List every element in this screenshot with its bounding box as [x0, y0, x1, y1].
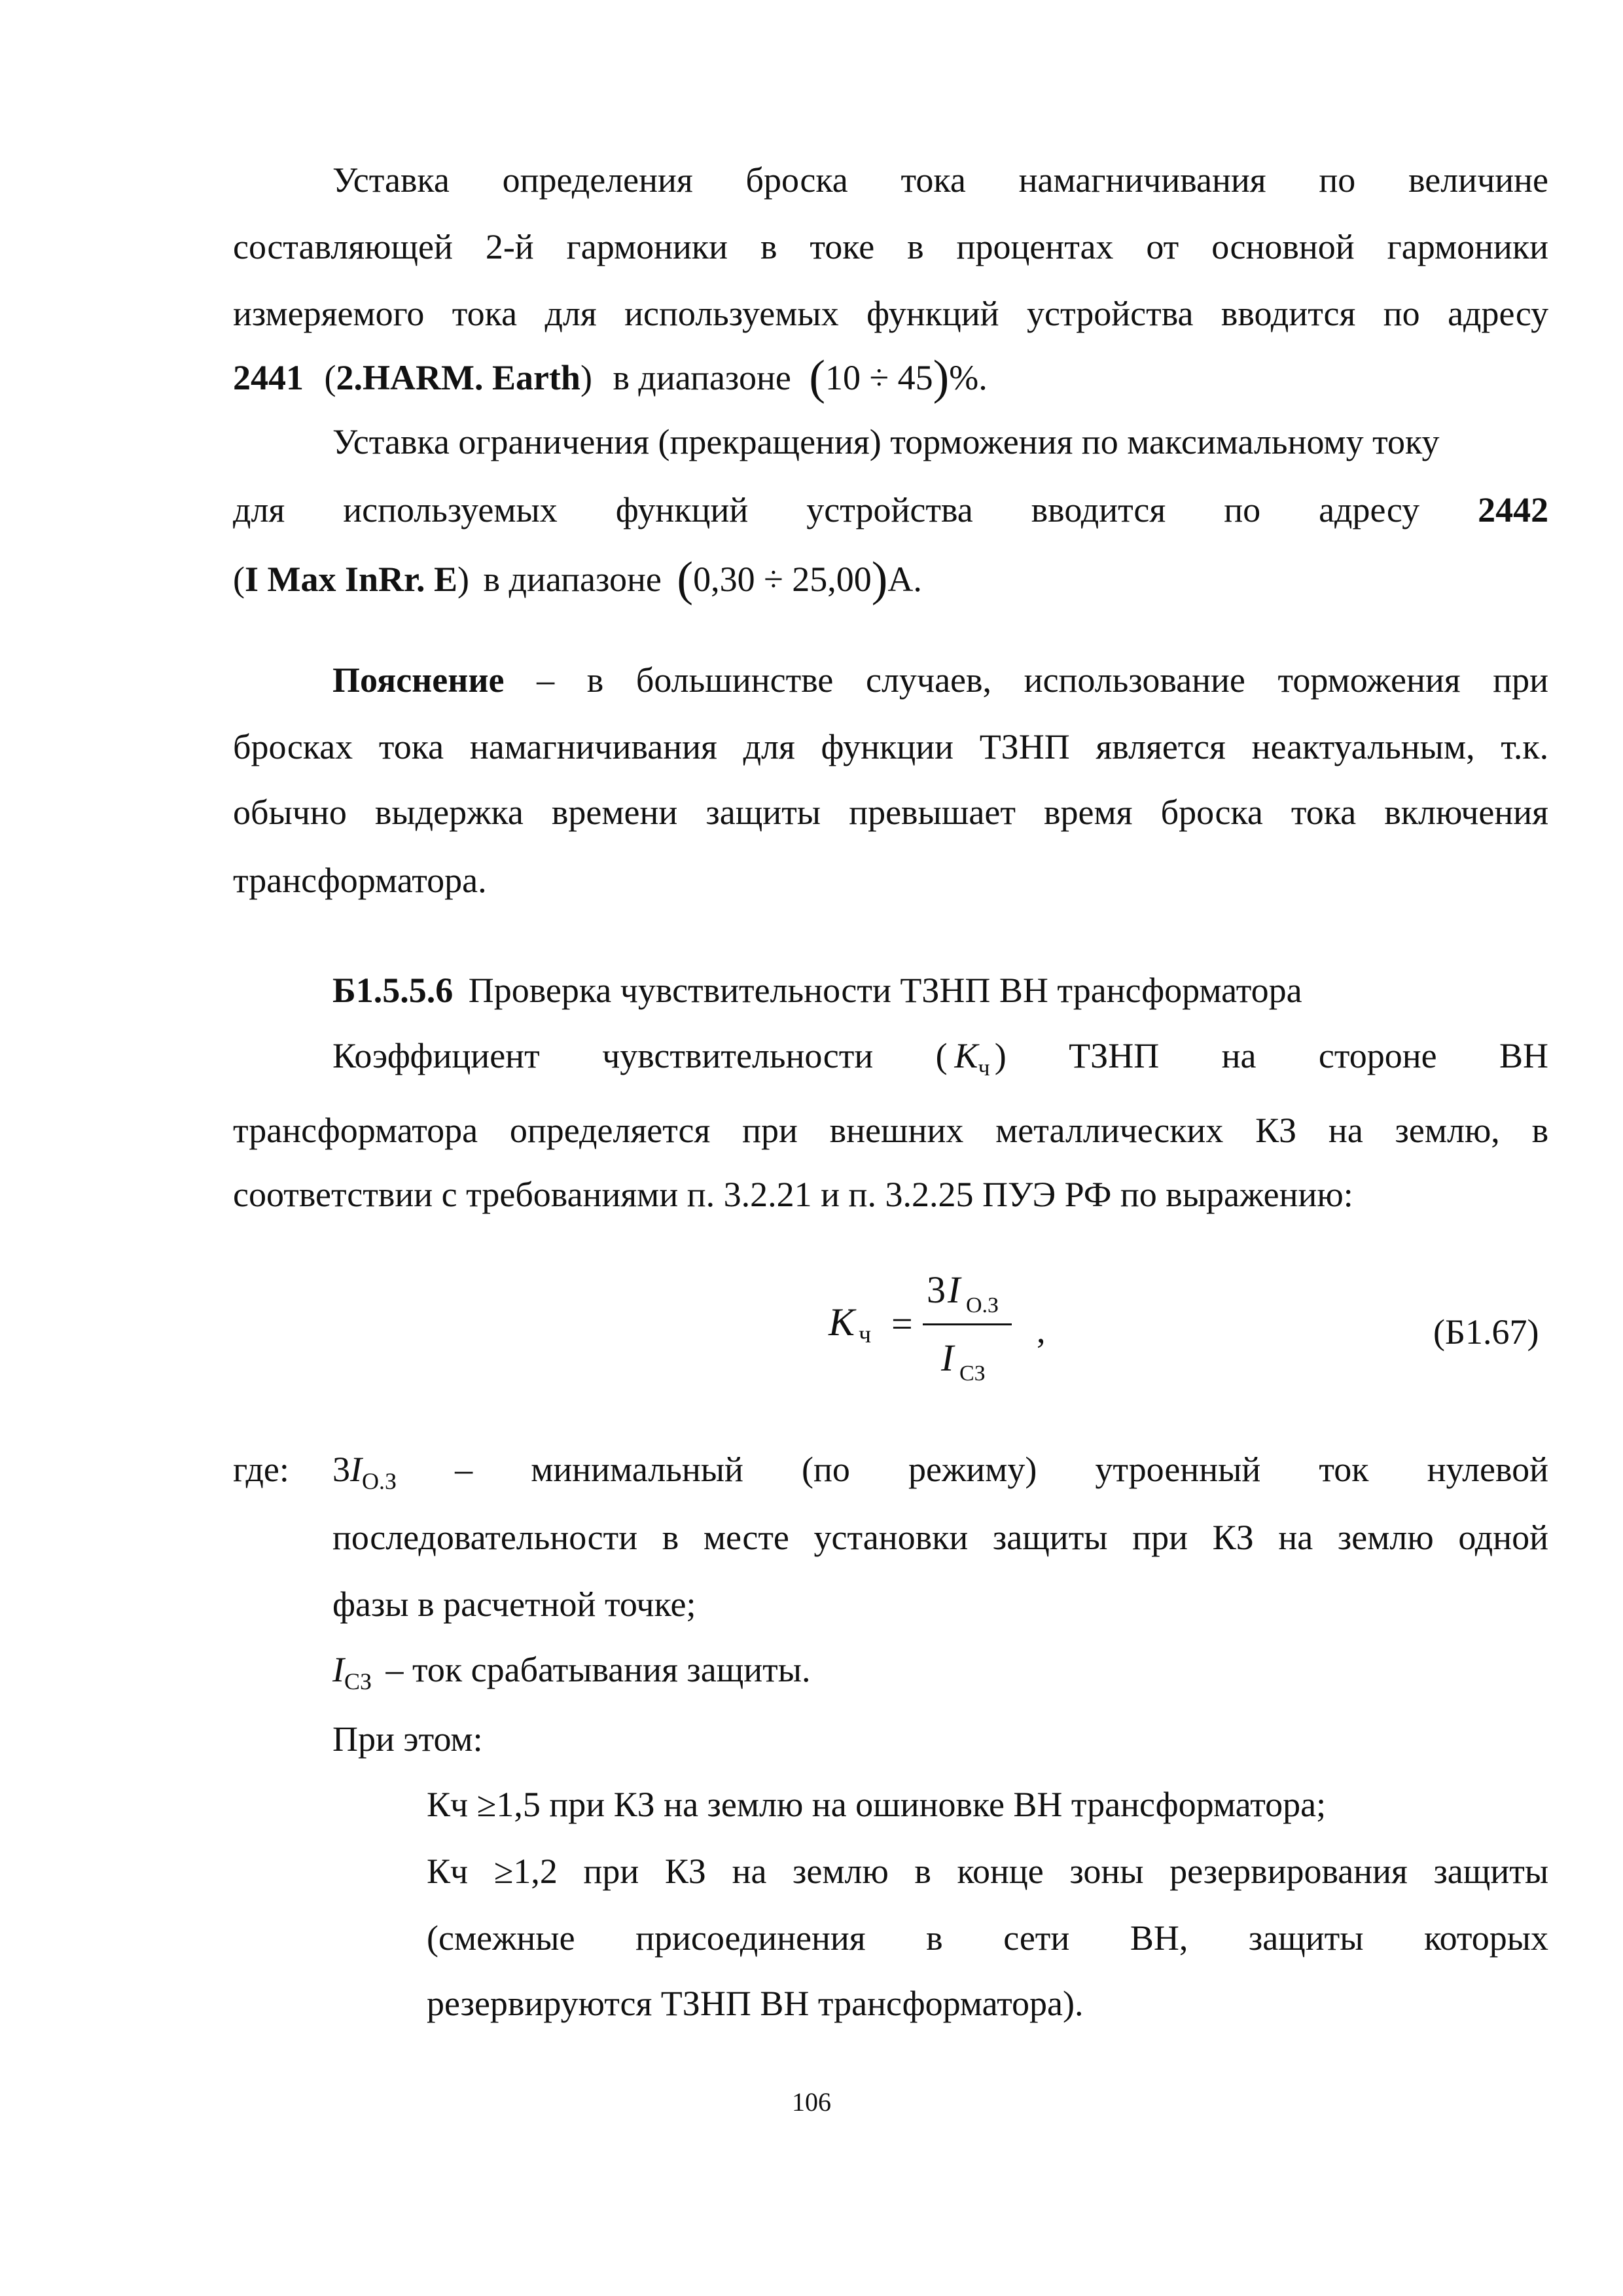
range-030-2500: 0,30 ÷ 25,00 — [693, 560, 872, 599]
word: минимальный — [531, 1450, 743, 1489]
word: гармоники — [1387, 227, 1549, 266]
word: резервирования — [1169, 1852, 1408, 1891]
word: при — [1132, 1518, 1188, 1557]
note-line4: трансформатора. — [233, 861, 487, 900]
word: гармоники — [566, 227, 728, 266]
word: вводится — [1031, 490, 1166, 529]
word: конце — [957, 1852, 1044, 1891]
word: последовательности — [332, 1518, 638, 1557]
word: от — [1146, 227, 1179, 266]
where-def1-line3: фазы в расчетной точке; — [332, 1585, 696, 1624]
word: ВН, — [1130, 1918, 1188, 1958]
word: КЗ — [1255, 1111, 1297, 1150]
word: в — [760, 227, 777, 266]
word: для — [743, 727, 795, 766]
where-label: где: — [233, 1450, 289, 1489]
word: тока — [378, 727, 444, 766]
word: неактуальным, — [1251, 727, 1475, 766]
document-page: Уставка определения броска тока намагничивания по величине составляющей 2-й гармоники в токе в процентах от основной гармоники измеряемого тока для используемых функций устройства вводится по адресу 2441 (2.HARM. Earth) в диапазоне (10 ÷ 45)%. Уставка ограничения (прекращения) торможения по максимальному току для используемых функций устройства вводится по адресу 2442 (I Max InRr. E) в диапазоне (0,30 ÷ 25,00)А. Пояснение – в большинстве случаев, использование торможения при бросках тока намагничивания для функции ТЗНП является неактуальным, т.к. обычно выдержка времени защиты превышает время броска тока включения трансформатора. Б1.5.5.6 Проверка чувствительности ТЗНП ВН трансформатора Коэффициент чувствительности ( $K_ч$ ) ТЗНП на стороне ВН трансформатора определяется при внешних металлических КЗ на землю, в соответствии с требованиями п. 3.2.21 и п. 3.2.25 ПУЭ РФ по выражению: K ч = 3 I О.З I СЗ , (Б1.67) где: $3I_{О.З}$ – минимальный (по режиму) утроенный ток нулевой последовательности в месте установки защиты при КЗ на землю одной фазы в расчетной точке; $I_{СЗ}$ – ток срабатывания защиты. При этом: Кч ≥1,5 при КЗ на землю на ошиновке ВН трансформатора; Кч ≥1,2 при КЗ на землю в конце зоны резервирования защиты (смежные присоединения в сети ВН, защиты которых резервируются ТЗНП ВН трансформатора). 106 — [233, 160, 1549, 2117]
para3-line3: соответствии с требованиями п. 3.2.21 и п. 3.2.25 ПУЭ РФ по выражению: — [233, 1175, 1353, 1214]
note-label: Пояснение — [332, 660, 505, 700]
word: время — [1044, 793, 1133, 832]
word: внешних — [829, 1111, 964, 1150]
note-line1 — [332, 662, 1548, 698]
word: чувствительности — [602, 1036, 874, 1075]
word: месте — [703, 1518, 789, 1557]
word: в — [662, 1518, 679, 1557]
range-10-45: 10 ÷ 45 — [825, 358, 933, 397]
word: функции — [821, 727, 954, 766]
at-this-label: При этом: — [332, 1719, 483, 1759]
word: зоны — [1069, 1852, 1144, 1891]
word: ≥1,2 — [493, 1852, 558, 1891]
word: на — [1328, 1111, 1363, 1150]
word: защиты — [705, 793, 821, 832]
word: величине — [1408, 160, 1548, 200]
word: используемых — [624, 294, 839, 333]
condition-2-line1 — [427, 1854, 1548, 1889]
word: выдержка — [374, 793, 524, 832]
para2-line1: Уставка ограничения (прекращения) торможения по максимальному току — [332, 422, 1440, 461]
word: защиты — [992, 1518, 1108, 1557]
word: обычно — [233, 793, 347, 832]
word: тока — [452, 294, 518, 333]
word: превышает — [849, 793, 1016, 832]
condition-1: Кч ≥1,5 при КЗ на землю на ошиновке ВН трансформатора; — [427, 1785, 1327, 1824]
word: основной — [1211, 227, 1355, 266]
word: землю, — [1395, 1111, 1500, 1150]
note-line2 — [233, 729, 1548, 764]
equation-number: (Б1.67) — [1433, 1312, 1539, 1352]
word: на — [732, 1852, 767, 1891]
word: измеряемого — [233, 294, 425, 333]
word: функций — [866, 294, 999, 333]
word: составляющей — [233, 227, 453, 266]
word: Коэффициент — [332, 1036, 540, 1075]
word: для — [544, 294, 597, 333]
fraction-bar — [923, 1323, 1012, 1325]
word: КЗ — [1212, 1518, 1254, 1557]
word: при — [1493, 660, 1549, 700]
condition-2-line3: резервируются ТЗНП ВН трансформатора). — [427, 1984, 1084, 2023]
para1-line2 — [233, 229, 1548, 264]
para3-line1 — [332, 1038, 1548, 1079]
address-2441: 2441 — [233, 358, 304, 397]
word: Кч — [427, 1852, 469, 1891]
word: броска — [745, 160, 848, 200]
word: сети — [1003, 1918, 1070, 1958]
word: (по — [802, 1450, 850, 1489]
word: броска — [1160, 793, 1263, 832]
word: утроенный — [1095, 1450, 1261, 1489]
word: стороне — [1318, 1036, 1437, 1075]
word: определения — [502, 160, 693, 200]
word: 2-й — [485, 227, 534, 266]
word: ТЗНП — [1069, 1036, 1160, 1075]
word: землю — [793, 1852, 889, 1891]
word: тока — [901, 160, 966, 200]
word: в — [914, 1852, 931, 1891]
word: бросках — [233, 727, 353, 766]
word: устройства — [806, 490, 973, 529]
word: является — [1096, 727, 1226, 766]
word: по — [1224, 490, 1261, 529]
word: большинстве — [635, 660, 834, 700]
para1-line4: 2441 (2.HARM. Earth) в диапазоне (10 ÷ 45)%. — [233, 351, 988, 404]
section-title: Проверка чувствительности ТЗНП ВН трансформатора — [468, 971, 1302, 1010]
word: защиты — [1433, 1852, 1549, 1891]
word: – — [537, 660, 555, 700]
word: на — [1278, 1518, 1313, 1557]
where-def2: $I_{СЗ}$ – ток срабатывания защиты. — [332, 1650, 811, 1695]
word: вводится — [1221, 294, 1356, 333]
word: случаев, — [866, 660, 992, 700]
word: для — [233, 490, 285, 529]
word: металлических — [995, 1111, 1224, 1150]
address-2442: 2442 — [1478, 490, 1549, 529]
k-sensitivity-symbol: ( $K_ч$ ) — [935, 1036, 1007, 1081]
where-def1-line1 — [332, 1452, 1548, 1493]
section-heading — [332, 973, 1548, 1008]
word: по — [1383, 294, 1420, 333]
word: одной — [1458, 1518, 1549, 1557]
word: по — [1319, 160, 1356, 200]
word: токе — [810, 227, 875, 266]
word: в — [586, 660, 604, 700]
word: – — [455, 1450, 473, 1489]
section-number: Б1.5.5.6 — [332, 971, 454, 1010]
word: КЗ — [664, 1852, 706, 1891]
word: используемых — [343, 490, 558, 529]
zero-seq-current-symbol: $3I_{О.З}$ — [332, 1450, 397, 1494]
word: (смежные — [427, 1918, 575, 1958]
range-label: в диапазоне — [613, 358, 791, 397]
word: намагничивания — [1018, 160, 1266, 200]
para2-line3: (I Max InRr. E) в диапазоне (0,30 ÷ 25,00)А. — [233, 552, 922, 606]
word: трансформатора — [233, 1111, 478, 1150]
word: ТЗНП — [979, 727, 1070, 766]
word: нулевой — [1427, 1450, 1549, 1489]
word: установки — [813, 1518, 969, 1557]
word: защиты — [1248, 1918, 1364, 1958]
word: ВН — [1499, 1036, 1549, 1075]
word: процентах — [956, 227, 1114, 266]
para1-line3 — [233, 296, 1548, 331]
word: в — [1531, 1111, 1549, 1150]
note-line3 — [233, 795, 1548, 830]
word: режиму) — [908, 1450, 1037, 1489]
word: намагничивания — [469, 727, 717, 766]
where-def1-line2 — [332, 1520, 1548, 1555]
word: торможения — [1277, 660, 1461, 700]
word: адресу — [1448, 294, 1549, 333]
word: включения — [1384, 793, 1549, 832]
para2-line2 — [233, 492, 1548, 528]
word: ток — [1319, 1450, 1369, 1489]
para3-line2 — [233, 1113, 1548, 1148]
word: при — [742, 1111, 798, 1150]
word: присоединения — [635, 1918, 866, 1958]
page-number: 106 — [792, 2087, 831, 2117]
word: на — [1221, 1036, 1257, 1075]
word: адресу — [1319, 490, 1420, 529]
word: использование — [1024, 660, 1245, 700]
para1-line1 — [332, 162, 1548, 198]
word: землю — [1337, 1518, 1434, 1557]
word: в — [907, 227, 924, 266]
condition-2-line2 — [427, 1920, 1548, 1956]
word: времени — [551, 793, 678, 832]
word: функций — [615, 490, 749, 529]
word: которых — [1424, 1918, 1549, 1958]
word: тока — [1291, 793, 1357, 832]
word: устройства — [1027, 294, 1194, 333]
word: в — [926, 1918, 943, 1958]
param-imax-inrr-e: I Max InRr. E — [244, 560, 458, 599]
param-2harm-earth: 2.HARM. Earth — [336, 358, 580, 397]
word: определяется — [509, 1111, 711, 1150]
word: при — [583, 1852, 639, 1891]
word: т.к. — [1501, 727, 1549, 766]
word: Уставка — [332, 160, 450, 200]
